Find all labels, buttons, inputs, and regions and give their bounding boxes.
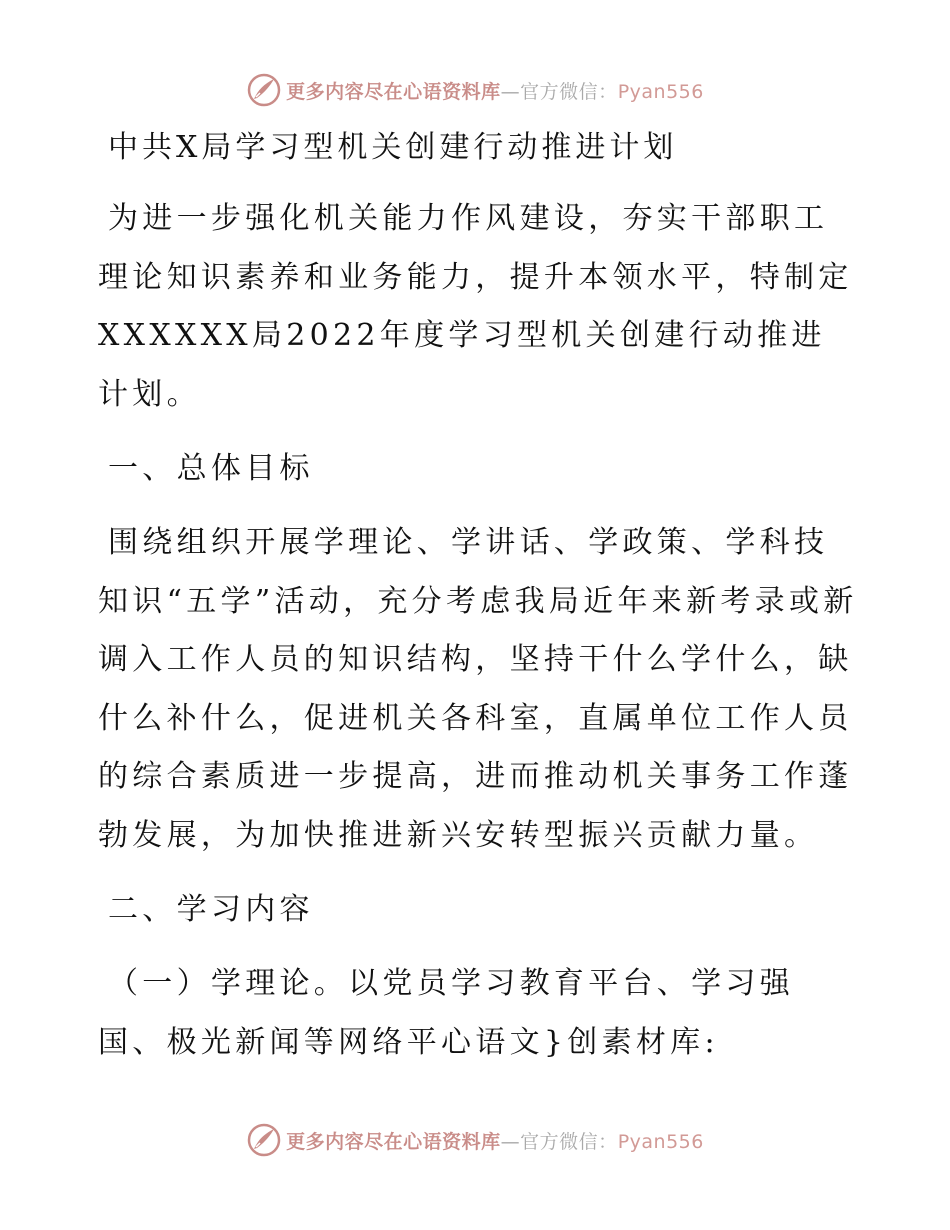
watermark-wechat-label: 官方微信： xyxy=(520,80,618,103)
watermark-wechat-id: Pyan556 xyxy=(617,80,704,103)
watermark-dash: — xyxy=(500,80,521,103)
watermark-wechat-label: 官方微信： xyxy=(520,1130,618,1153)
watermark-bottom xyxy=(0,1120,950,1160)
intro-paragraph: 为进一步强化机关能力作风建设，夯实干部职工理论知识素养和业务能力，提升本领水平，特制定XXXXXX局2022年度学习型机关创建行动推进计划。 xyxy=(98,201,853,412)
watermark-top xyxy=(0,70,950,110)
section-heading-2: 二、学习内容 xyxy=(108,892,314,927)
document-title: 中共X局学习型机关创建行动推进计划 xyxy=(108,130,678,165)
document-body xyxy=(98,122,858,1088)
watermark-brand: 更多内容尽在心语资料库 xyxy=(286,80,501,103)
section-heading-1: 一、总体目标 xyxy=(108,451,314,486)
watermark-wechat-id: Pyan556 xyxy=(617,1130,704,1153)
watermark-text xyxy=(286,1127,704,1154)
section-1-paragraph: 围绕组织开展学理论、学讲话、学政策、学科技知识“五学”活动，充分考虑我局近年来新考录或新调入工作人员的知识结构，坚持干什么学什么，缺什么补什么，促进机关各科室，直属单位工作人员的综合素质进一步提高，进而推动机关事务工作蓬勃发展，为加快推进新兴安转型振兴贡献力量。 xyxy=(98,525,858,853)
pen-logo-icon xyxy=(246,1122,282,1158)
watermark-brand: 更多内容尽在心语资料库 xyxy=(286,1130,501,1153)
watermark-text xyxy=(286,77,704,104)
section-2-item-1: （一）学理论。以党员学习教育平台、学习强国、极光新闻等网络平心语文}创素材库: xyxy=(98,966,794,1060)
watermark-dash: — xyxy=(500,1130,521,1153)
pen-logo-icon xyxy=(246,72,282,108)
